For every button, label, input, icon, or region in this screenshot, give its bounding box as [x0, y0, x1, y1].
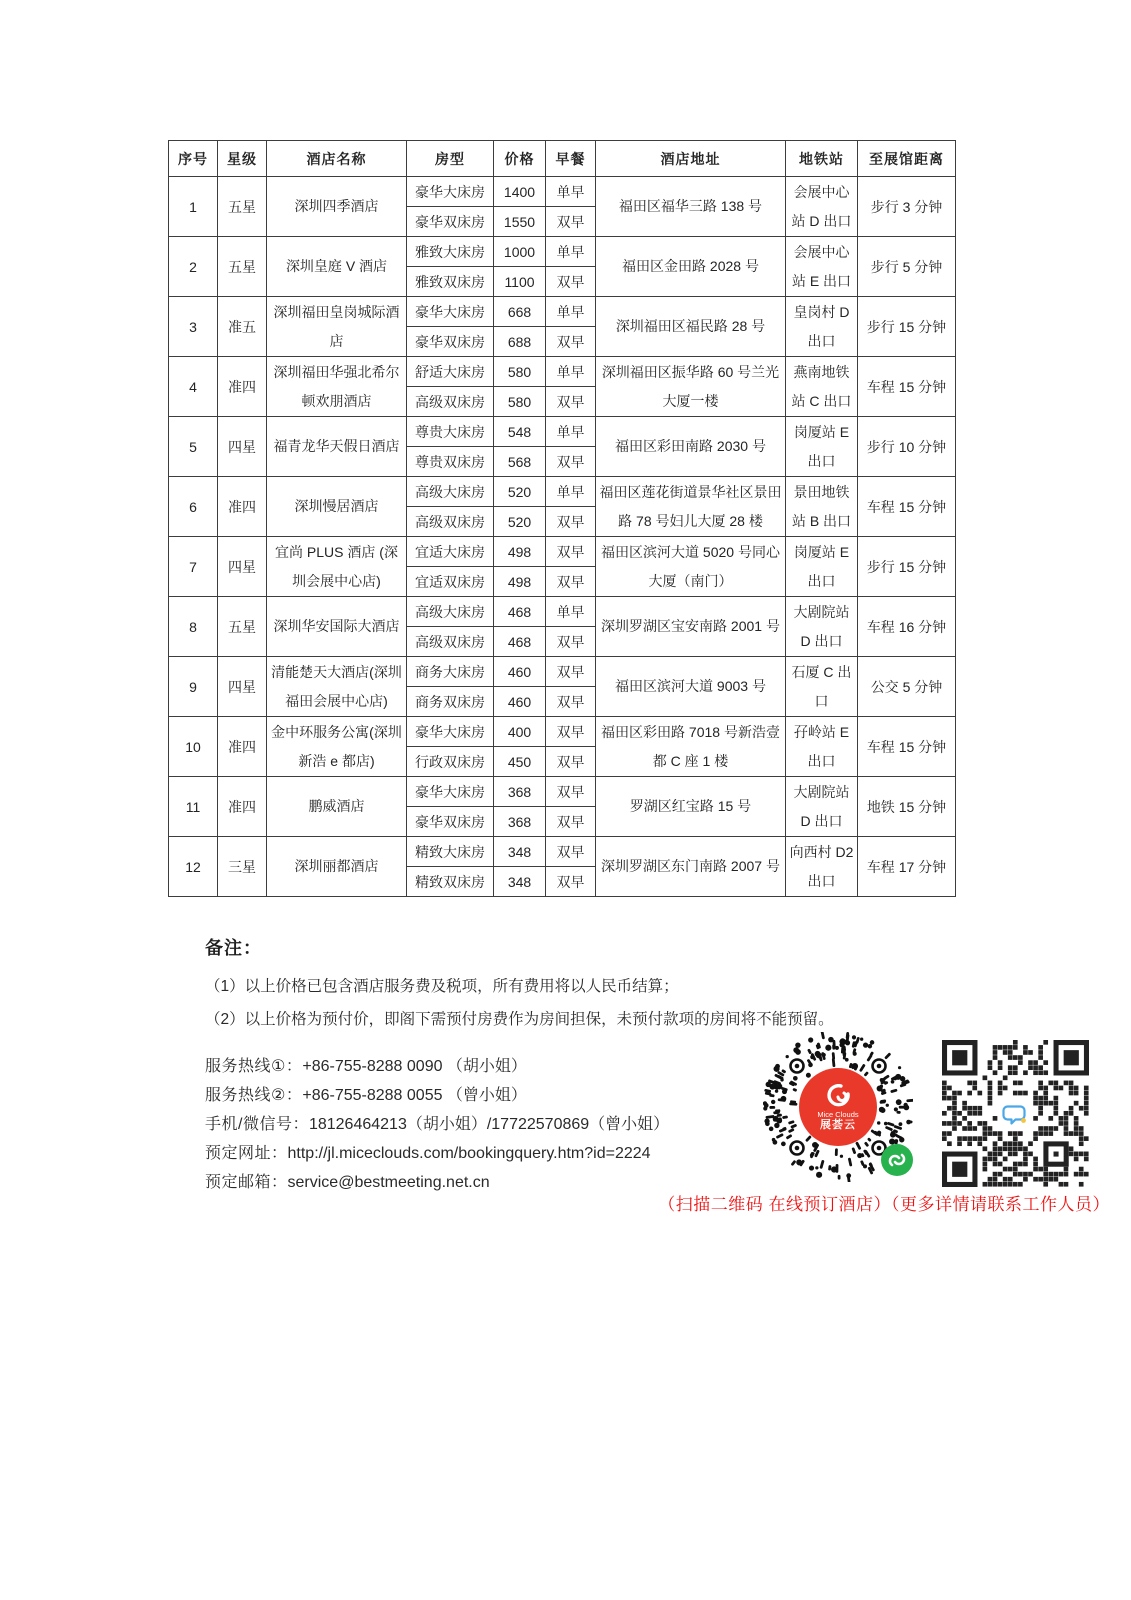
room-breakfast: 双早 [546, 447, 596, 477]
room-type: 尊贵大床房 [407, 417, 494, 447]
room-breakfast: 双早 [546, 807, 596, 837]
hotel-name: 深圳华安国际大酒店 [267, 597, 407, 657]
note-item-2: （2）以上价格为预付价，即阁下需预付房费作为房间担保，未预付款项的房间将不能预留。 [205, 1011, 834, 1028]
booking-email: service@bestmeeting.net.cn [287, 1174, 490, 1191]
room-price: 548 [494, 417, 546, 447]
room-type: 豪华双床房 [407, 207, 494, 237]
room-type: 高级双床房 [407, 627, 494, 657]
note-item-1: （1）以上价格已包含酒店服务费及税项，所有费用将以人民币结算； [205, 978, 679, 995]
row-number: 9 [169, 657, 218, 717]
col-header-distance: 至展馆距离 [858, 141, 956, 177]
hotel-name: 宜尚 PLUS 酒店 (深圳会展中心店) [267, 537, 407, 597]
metro-station: 会展中心站 D 出口 [786, 177, 858, 237]
contact-block [205, 1052, 669, 1197]
hotline-2-label: 服务热线②： [205, 1087, 303, 1104]
hotel-name: 深圳福田皇岗城际酒店 [267, 297, 407, 357]
room-breakfast: 双早 [546, 507, 596, 537]
room-type: 精致双床房 [407, 867, 494, 897]
mobile-wechat-label: 手机/微信号： [205, 1116, 309, 1133]
star-rating: 五星 [218, 597, 267, 657]
room-breakfast: 单早 [546, 237, 596, 267]
room-type: 精致大床房 [407, 837, 494, 867]
room-price: 1100 [494, 267, 546, 297]
room-breakfast: 单早 [546, 477, 596, 507]
room-price: 668 [494, 297, 546, 327]
miniprogram-qr-code [763, 1032, 913, 1182]
col-header-room: 房型 [407, 141, 494, 177]
room-type: 豪华双床房 [407, 807, 494, 837]
room-type: 雅致大床房 [407, 237, 494, 267]
hotel-address: 福田区彩田路 7018 号新浩壹都 C 座 1 楼 [596, 717, 786, 777]
room-breakfast: 双早 [546, 567, 596, 597]
wechat-curl-glyph [887, 1150, 907, 1170]
room-price: 348 [494, 837, 546, 867]
hotel-name: 深圳福田华强北希尔顿欢朋酒店 [267, 357, 407, 417]
room-price: 368 [494, 807, 546, 837]
room-breakfast: 双早 [546, 657, 596, 687]
star-rating: 准四 [218, 477, 267, 537]
hotel-name: 鹏威酒店 [267, 777, 407, 837]
row-number: 10 [169, 717, 218, 777]
metro-station: 大剧院站 D 出口 [786, 597, 858, 657]
room-type: 高级大床房 [407, 597, 494, 627]
room-breakfast: 双早 [546, 387, 596, 417]
row-number: 6 [169, 477, 218, 537]
qr-caption: （扫描二维码 在线预订酒店）（更多详情请联系工作人员） [658, 1195, 1110, 1214]
room-breakfast: 双早 [546, 747, 596, 777]
room-breakfast: 单早 [546, 297, 596, 327]
distance-to-venue: 步行 10 分钟 [858, 417, 956, 477]
hotel-name: 福青龙华天假日酒店 [267, 417, 407, 477]
col-header-metro: 地铁站 [786, 141, 858, 177]
room-breakfast: 双早 [546, 537, 596, 567]
star-rating: 准四 [218, 777, 267, 837]
row-number: 7 [169, 537, 218, 597]
star-rating: 五星 [218, 177, 267, 237]
room-breakfast: 双早 [546, 627, 596, 657]
table-row [169, 417, 956, 447]
col-header-no: 序号 [169, 141, 218, 177]
mobile-wechat [205, 1110, 669, 1139]
room-price: 450 [494, 747, 546, 777]
hotel-address: 深圳罗湖区宝安南路 2001 号 [596, 597, 786, 657]
wechat-icon [881, 1144, 913, 1176]
table-row [169, 297, 956, 327]
hotel-address: 深圳福田区福民路 28 号 [596, 297, 786, 357]
metro-station: 向西村 D2 出口 [786, 837, 858, 897]
miceclouds-logo-title: Mice Clouds [817, 1110, 859, 1119]
metro-station: 石厦 C 出口 [786, 657, 858, 717]
hotline-2 [205, 1081, 669, 1110]
room-type: 高级双床房 [407, 507, 494, 537]
metro-station: 孖岭站 E 出口 [786, 717, 858, 777]
room-breakfast: 双早 [546, 837, 596, 867]
room-price: 1550 [494, 207, 546, 237]
miceclouds-swirl-icon [825, 1084, 851, 1108]
metro-station: 岗厦站 E 出口 [786, 417, 858, 477]
row-number: 1 [169, 177, 218, 237]
room-breakfast: 单早 [546, 357, 596, 387]
metro-station: 大剧院站 D 出口 [786, 777, 858, 837]
metro-station: 岗厦站 E 出口 [786, 537, 858, 597]
row-number: 3 [169, 297, 218, 357]
star-rating: 四星 [218, 657, 267, 717]
room-price: 520 [494, 507, 546, 537]
room-price: 368 [494, 777, 546, 807]
hotline-1-label: 服务热线①： [205, 1058, 303, 1075]
hotel-address: 福田区滨河大道 5020 号同心大厦（南门） [596, 537, 786, 597]
miceclouds-logo-subtitle: 展荟云 [820, 1119, 856, 1131]
star-rating: 四星 [218, 537, 267, 597]
table-row [169, 837, 956, 867]
notes-block [205, 934, 834, 1036]
distance-to-venue: 车程 15 分钟 [858, 357, 956, 417]
distance-to-venue: 车程 15 分钟 [858, 717, 956, 777]
room-type: 舒适大床房 [407, 357, 494, 387]
room-price: 498 [494, 567, 546, 597]
room-price: 460 [494, 687, 546, 717]
room-breakfast: 双早 [546, 777, 596, 807]
room-type: 高级大床房 [407, 477, 494, 507]
hotel-name: 深圳四季酒店 [267, 177, 407, 237]
row-number: 8 [169, 597, 218, 657]
room-type: 高级双床房 [407, 387, 494, 417]
hotel-address: 福田区彩田南路 2030 号 [596, 417, 786, 477]
room-breakfast: 双早 [546, 207, 596, 237]
booking-email-line [205, 1168, 669, 1197]
hotel-name: 深圳皇庭 V 酒店 [267, 237, 407, 297]
room-type: 行政双床房 [407, 747, 494, 777]
star-rating: 三星 [218, 837, 267, 897]
hotline-2-number: +86-755-8288 0055 （曾小姐） [302, 1087, 527, 1104]
hotel-address: 深圳罗湖区东门南路 2007 号 [596, 837, 786, 897]
row-number: 2 [169, 237, 218, 297]
row-number: 5 [169, 417, 218, 477]
hotel-address: 福田区滨河大道 9003 号 [596, 657, 786, 717]
distance-to-venue: 步行 15 分钟 [858, 297, 956, 357]
room-price: 1400 [494, 177, 546, 207]
hotel-address: 福田区莲花街道景华社区景田路 78 号妇儿大厦 28 楼 [596, 477, 786, 537]
room-price: 580 [494, 357, 546, 387]
star-rating: 准四 [218, 357, 267, 417]
room-breakfast: 单早 [546, 417, 596, 447]
col-header-address: 酒店地址 [596, 141, 786, 177]
distance-to-venue: 步行 3 分钟 [858, 177, 956, 237]
booking-url: http://jl.miceclouds.com/bookingquery.htm?id=2224 [287, 1145, 651, 1162]
table-row [169, 477, 956, 507]
mobile-wechat-numbers: 18126464213（胡小姐）/17722570869（曾小姐） [308, 1116, 670, 1133]
room-type: 商务双床房 [407, 687, 494, 717]
table-row [169, 537, 956, 567]
room-breakfast: 双早 [546, 327, 596, 357]
table-row [169, 597, 956, 627]
hotel-table [168, 140, 956, 897]
col-header-hotel: 酒店名称 [267, 141, 407, 177]
star-rating: 准五 [218, 297, 267, 357]
metro-station: 燕南地铁站 C 出口 [786, 357, 858, 417]
hotel-address: 罗湖区红宝路 15 号 [596, 777, 786, 837]
hotel-name: 金中环服务公寓(深圳新浩 e 都店) [267, 717, 407, 777]
booking-url-line [205, 1139, 669, 1168]
star-rating: 准四 [218, 717, 267, 777]
table-row [169, 177, 956, 207]
room-price: 468 [494, 597, 546, 627]
miceclouds-logo [799, 1068, 877, 1146]
room-type: 商务大床房 [407, 657, 494, 687]
metro-station: 会展中心站 E 出口 [786, 237, 858, 297]
booking-email-label: 预定邮箱： [205, 1174, 288, 1191]
room-price: 580 [494, 387, 546, 417]
star-rating: 四星 [218, 417, 267, 477]
room-type: 宜适双床房 [407, 567, 494, 597]
col-header-star: 星级 [218, 141, 267, 177]
hotel-table-body [169, 177, 956, 897]
room-breakfast: 单早 [546, 597, 596, 627]
table-row [169, 777, 956, 807]
room-breakfast: 单早 [546, 177, 596, 207]
table-row [169, 357, 956, 387]
room-type: 豪华双床房 [407, 327, 494, 357]
col-header-breakfast: 早餐 [546, 141, 596, 177]
room-breakfast: 双早 [546, 687, 596, 717]
room-type: 豪华大床房 [407, 777, 494, 807]
wechat-qr-code [942, 1040, 1089, 1187]
table-row [169, 717, 956, 747]
metro-station: 景田地铁站 B 出口 [786, 477, 858, 537]
room-price: 498 [494, 537, 546, 567]
room-type: 尊贵双床房 [407, 447, 494, 477]
room-price: 568 [494, 447, 546, 477]
distance-to-venue: 车程 15 分钟 [858, 477, 956, 537]
distance-to-venue: 步行 15 分钟 [858, 537, 956, 597]
room-price: 468 [494, 627, 546, 657]
col-header-price: 价格 [494, 141, 546, 177]
table-row [169, 657, 956, 687]
room-type: 豪华大床房 [407, 717, 494, 747]
room-type: 豪华大床房 [407, 297, 494, 327]
room-breakfast: 双早 [546, 867, 596, 897]
hotel-name: 深圳丽都酒店 [267, 837, 407, 897]
room-type: 雅致双床房 [407, 267, 494, 297]
room-price: 1000 [494, 237, 546, 267]
room-price: 400 [494, 717, 546, 747]
distance-to-venue: 车程 16 分钟 [858, 597, 956, 657]
notes-title: 备注： [205, 938, 262, 958]
room-price: 460 [494, 657, 546, 687]
distance-to-venue: 公交 5 分钟 [858, 657, 956, 717]
booking-url-label: 预定网址： [205, 1145, 288, 1162]
room-breakfast: 双早 [546, 717, 596, 747]
room-price: 688 [494, 327, 546, 357]
distance-to-venue: 步行 5 分钟 [858, 237, 956, 297]
room-type: 宜适大床房 [407, 537, 494, 567]
hotline-1 [205, 1052, 669, 1081]
distance-to-venue: 地铁 15 分钟 [858, 777, 956, 837]
hotel-name: 深圳慢居酒店 [267, 477, 407, 537]
table-row [169, 237, 956, 267]
row-number: 11 [169, 777, 218, 837]
metro-station: 皇岗村 D 出口 [786, 297, 858, 357]
room-price: 348 [494, 867, 546, 897]
row-number: 12 [169, 837, 218, 897]
wechat-qr-modules [942, 1040, 1089, 1187]
row-number: 4 [169, 357, 218, 417]
hotel-address: 福田区金田路 2028 号 [596, 237, 786, 297]
star-rating: 五星 [218, 237, 267, 297]
hotel-address: 深圳福田区振华路 60 号兰光大厦一楼 [596, 357, 786, 417]
room-type: 豪华大床房 [407, 177, 494, 207]
room-price: 520 [494, 477, 546, 507]
room-breakfast: 双早 [546, 267, 596, 297]
hotel-address: 福田区福华三路 138 号 [596, 177, 786, 237]
table-header-row [169, 141, 956, 177]
hotline-1-number: +86-755-8288 0090 （胡小姐） [302, 1058, 527, 1075]
hotel-name: 清能楚天大酒店(深圳福田会展中心店) [267, 657, 407, 717]
distance-to-venue: 车程 17 分钟 [858, 837, 956, 897]
